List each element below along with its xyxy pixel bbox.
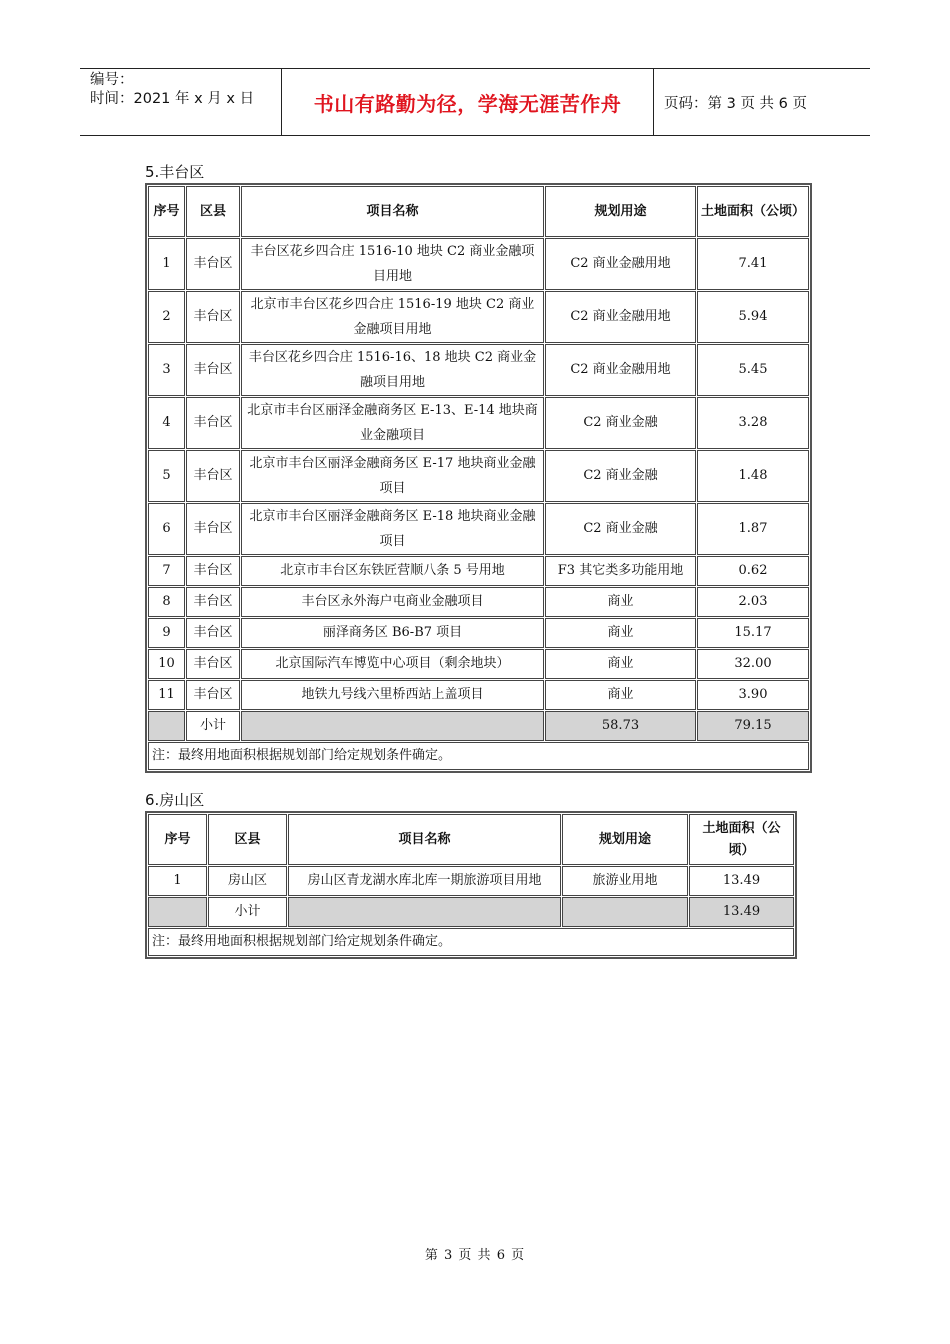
table-row <box>148 450 809 502</box>
table-row <box>148 618 809 648</box>
page-footer: 第 3 页 共 6 页 <box>424 1248 526 1263</box>
table-header-row <box>148 814 794 865</box>
subtotal-label: 小计 <box>186 711 240 741</box>
fangshan-table <box>145 811 797 959</box>
row-project-name: 北京市丰台区丽泽金融商务区 E-13、E-14 地块商业金融项目 <box>241 397 544 449</box>
row-number: 9 <box>148 618 185 648</box>
row-planned-use: C2 商业金融 <box>545 450 696 502</box>
row-number: 2 <box>148 291 185 343</box>
subtotal-use-value <box>562 897 688 927</box>
row-number: 7 <box>148 556 185 586</box>
row-land-area: 13.49 <box>689 866 794 896</box>
row-project-name: 北京国际汽车博览中心项目（剩余地块） <box>241 649 544 679</box>
row-district: 丰台区 <box>186 450 240 502</box>
header-number-label: 编号： <box>90 72 134 88</box>
row-land-area: 1.87 <box>697 503 809 555</box>
note-row <box>148 928 794 956</box>
row-planned-use: 商业 <box>545 649 696 679</box>
row-district: 丰台区 <box>186 587 240 617</box>
col-header-area: 土地面积（公顷） <box>697 186 809 237</box>
table-row <box>148 344 809 396</box>
subtotal-name-empty <box>241 711 544 741</box>
row-planned-use: C2 商业金融用地 <box>545 238 696 290</box>
row-project-name: 丰台区花乡四合庄 1516-16、18 地块 C2 商业金融项目用地 <box>241 344 544 396</box>
row-planned-use: 旅游业用地 <box>562 866 688 896</box>
row-project-name: 北京市丰台区花乡四合庄 1516-19 地块 C2 商业金融项目用地 <box>241 291 544 343</box>
subtotal-use-value: 58.73 <box>545 711 696 741</box>
row-land-area: 0.62 <box>697 556 809 586</box>
row-planned-use: 商业 <box>545 680 696 710</box>
table-note: 注：最终用地面积根据规划部门给定规划条件确定。 <box>148 928 794 956</box>
section-title-fengtai: 5.丰台区 <box>145 163 205 181</box>
table-header-row <box>148 186 809 237</box>
col-header-name: 项目名称 <box>288 814 561 865</box>
note-row <box>148 742 809 770</box>
row-land-area: 15.17 <box>697 618 809 648</box>
header-meta <box>80 69 282 135</box>
col-header-name: 项目名称 <box>241 186 544 237</box>
row-land-area: 1.48 <box>697 450 809 502</box>
subtotal-row <box>148 897 794 927</box>
col-header-no: 序号 <box>148 814 207 865</box>
row-district: 丰台区 <box>186 291 240 343</box>
row-number: 1 <box>148 238 185 290</box>
header-page-text: 页码：第 3 页 共 6 页 <box>664 95 807 112</box>
row-number: 6 <box>148 503 185 555</box>
row-project-name: 丰台区永外海户屯商业金融项目 <box>241 587 544 617</box>
row-planned-use: 商业 <box>545 618 696 648</box>
page-header <box>80 68 870 136</box>
table-row <box>148 649 809 679</box>
row-number: 10 <box>148 649 185 679</box>
col-header-no: 序号 <box>148 186 185 237</box>
table-row <box>148 587 809 617</box>
col-header-area: 土地面积（公顷） <box>689 814 794 865</box>
header-page-label <box>654 69 870 135</box>
subtotal-area-value: 13.49 <box>689 897 794 927</box>
row-land-area: 5.45 <box>697 344 809 396</box>
row-district: 丰台区 <box>186 503 240 555</box>
row-district: 丰台区 <box>186 344 240 396</box>
subtotal-row <box>148 711 809 741</box>
table-row <box>148 291 809 343</box>
row-land-area: 3.28 <box>697 397 809 449</box>
subtotal-area-value: 79.15 <box>697 711 809 741</box>
table-row <box>148 503 809 555</box>
row-district: 房山区 <box>208 866 287 896</box>
row-district: 丰台区 <box>186 618 240 648</box>
row-district: 丰台区 <box>186 556 240 586</box>
row-number: 4 <box>148 397 185 449</box>
row-district: 丰台区 <box>186 397 240 449</box>
table-note: 注：最终用地面积根据规划部门给定规划条件确定。 <box>148 742 809 770</box>
table-row <box>148 397 809 449</box>
row-number: 1 <box>148 866 207 896</box>
table-row <box>148 680 809 710</box>
row-planned-use: C2 商业金融 <box>545 397 696 449</box>
subtotal-empty <box>148 897 207 927</box>
row-land-area: 7.41 <box>697 238 809 290</box>
col-header-use: 规划用途 <box>562 814 688 865</box>
row-project-name: 丽泽商务区 B6-B7 项目 <box>241 618 544 648</box>
row-planned-use: C2 商业金融用地 <box>545 344 696 396</box>
row-planned-use: C2 商业金融用地 <box>545 291 696 343</box>
col-header-use: 规划用途 <box>545 186 696 237</box>
row-planned-use: 商业 <box>545 587 696 617</box>
row-project-name: 北京市丰台区丽泽金融商务区 E-18 地块商业金融项目 <box>241 503 544 555</box>
row-project-name: 丰台区花乡四合庄 1516-10 地块 C2 商业金融项目用地 <box>241 238 544 290</box>
subtotal-name-empty <box>288 897 561 927</box>
row-land-area: 2.03 <box>697 587 809 617</box>
col-header-district: 区县 <box>186 186 240 237</box>
row-land-area: 5.94 <box>697 291 809 343</box>
row-project-name: 北京市丰台区东铁匠营顺八条 5 号用地 <box>241 556 544 586</box>
table-row <box>148 866 794 896</box>
subtotal-empty <box>148 711 185 741</box>
fengtai-table <box>145 183 812 773</box>
col-header-district: 区县 <box>208 814 287 865</box>
row-number: 11 <box>148 680 185 710</box>
row-planned-use: F3 其它类多功能用地 <box>545 556 696 586</box>
row-project-name: 地铁九号线六里桥西站上盖项目 <box>241 680 544 710</box>
row-district: 丰台区 <box>186 649 240 679</box>
table-row <box>148 556 809 586</box>
row-planned-use: C2 商业金融 <box>545 503 696 555</box>
row-district: 丰台区 <box>186 238 240 290</box>
row-land-area: 32.00 <box>697 649 809 679</box>
row-project-name: 北京市丰台区丽泽金融商务区 E-17 地块商业金融项目 <box>241 450 544 502</box>
row-project-name: 房山区青龙湖水库北库一期旅游项目用地 <box>288 866 561 896</box>
subtotal-label: 小计 <box>208 897 287 927</box>
row-land-area: 3.90 <box>697 680 809 710</box>
row-number: 5 <box>148 450 185 502</box>
header-motto: 书山有路勤为径，学海无涯苦作舟 <box>282 69 654 135</box>
row-district: 丰台区 <box>186 680 240 710</box>
row-number: 3 <box>148 344 185 396</box>
section-title-fangshan: 6.房山区 <box>145 791 205 809</box>
header-time-label: 时间：2021 年 x 月 x 日 <box>90 91 255 107</box>
row-number: 8 <box>148 587 185 617</box>
table-row <box>148 238 809 290</box>
